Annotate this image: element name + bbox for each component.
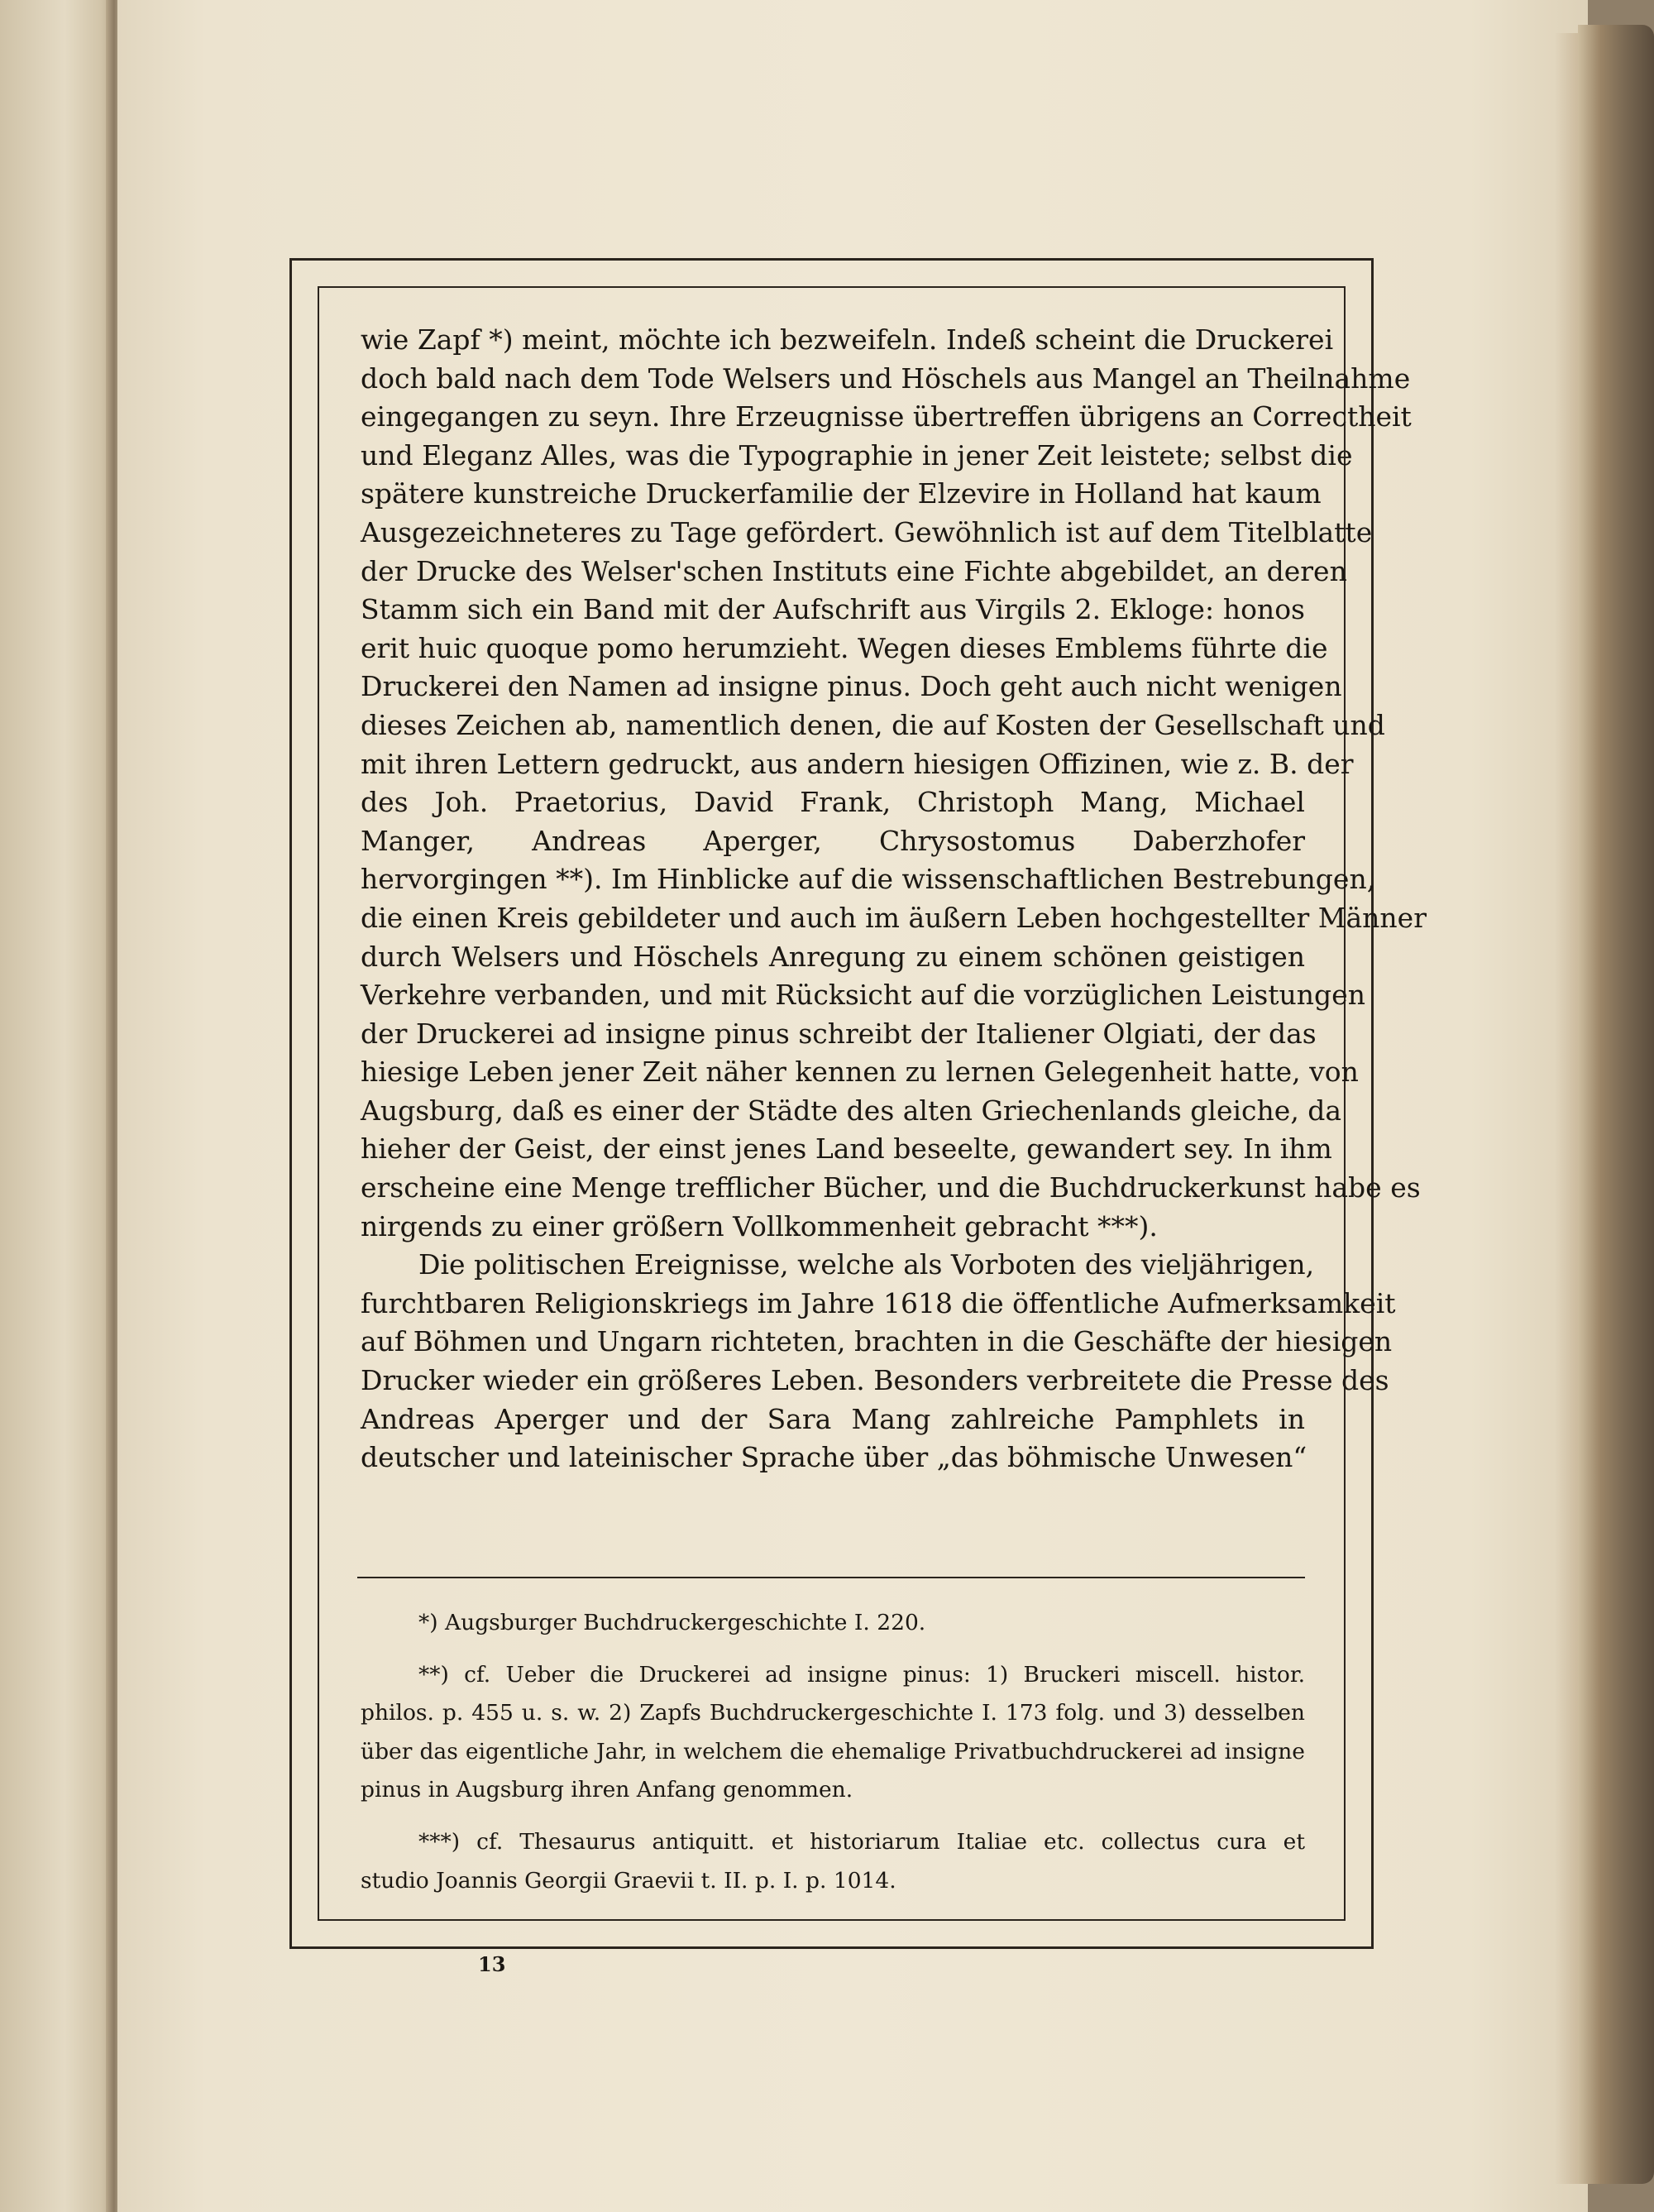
page-number: 13	[478, 1952, 506, 1976]
body-text	[361, 321, 1427, 1477]
text-line: auf Böhmen und Ungarn richteten, brachten in die Geschäfte der hiesigen	[361, 1325, 1393, 1358]
text-line: die einen Kreis gebildeter und auch im äußern Leben hochgestellter Männer	[361, 901, 1427, 934]
text-line: durch Welsers und Höschels Anregung zu einem schönen geistigen	[361, 940, 1305, 973]
text-line-paragraph-start: Die politischen Ereignisse, welche als Vorboten des vieljährigen,	[418, 1248, 1315, 1281]
page-stack-edge	[1578, 25, 1654, 2184]
text-line: furchtbaren Religionskriegs im Jahre 1618 die öffentliche Aufmerksamkeit	[361, 1286, 1396, 1319]
footnote-line: philos. p. 455 u. s. w. 2) Zapfs Buchdruckergeschichte I. 173 folg. und 3) desselben	[361, 1700, 1305, 1726]
footnote-line: pinus in Augsburg ihren Anfang genommen.	[361, 1777, 853, 1803]
footnote-3	[361, 1826, 1305, 1903]
text-line: hieher der Geist, der einst jenes Land beseelte, gewandert sey. In ihm	[361, 1132, 1332, 1166]
text-line: nirgends zu einer größern Vollkommenheit gebracht ***).	[361, 1209, 1158, 1242]
text-line: Andreas Aperger und der Sara Mang zahlreiche Pamphlets in	[361, 1402, 1305, 1435]
footnote-line: studio Joannis Georgii Graevii t. II. p. I. p. 1014.	[361, 1867, 896, 1894]
footnote-separator	[357, 1577, 1305, 1578]
text-line: des Joh. Praetorius, David Frank, Christoph Mang, Michael	[361, 786, 1305, 819]
footnote-1	[361, 1606, 1305, 1645]
text-line: hiesige Leben jener Zeit näher kennen zu lernen Gelegenheit hatte, von	[361, 1056, 1359, 1089]
text-line: Verkehre verbanden, und mit Rücksicht auf die vorzüglichen Leistungen	[361, 979, 1365, 1012]
text-line: Drucker wieder ein größeres Leben. Besonders verbreitete die Presse des	[361, 1364, 1389, 1397]
text-line: dieses Zeichen ab, namentlich denen, die auf Kosten der Gesellschaft und	[361, 708, 1385, 741]
footnote-line: über das eigentliche Jahr, in welchem die ehemalige Privatbuchdruckerei ad insigne	[361, 1738, 1305, 1764]
text-line: Ausgezeichneteres zu Tage gefördert. Gewöhnlich ist auf dem Titelblatte	[361, 515, 1373, 548]
footnote-line: *) Augsburger Buchdruckergeschichte I. 220.	[418, 1610, 926, 1635]
footnote-line: ***) cf. Thesaurus antiquitt. et historiarum Italiae etc. collectus cura et	[418, 1828, 1305, 1855]
text-line: hervorgingen **). Im Hinblicke auf die wissenschaftlichen Bestrebungen,	[361, 863, 1376, 896]
text-line: mit ihren Lettern gedruckt, aus andern hiesigen Offizinen, wie z. B. der	[361, 747, 1354, 780]
text-line: Stamm sich ein Band mit der Aufschrift aus Virgils 2. Ekloge: honos	[361, 593, 1305, 626]
text-line: Manger, Andreas Aperger, Chrysostomus Daberzhofer	[361, 824, 1305, 857]
text-line: eingegangen zu seyn. Ihre Erzeugnisse übertreffen übrigens an Correctheit	[361, 400, 1412, 433]
text-line: und Eleganz Alles, was die Typographie in jener Zeit leistete; selbst die	[361, 438, 1353, 472]
text-line: der Druckerei ad insigne pinus schreibt der Italiener Olgiati, der das	[361, 1017, 1317, 1050]
text-line: Augsburg, daß es einer der Städte des alten Griechenlands gleiche, da	[361, 1094, 1342, 1127]
text-line: Druckerei den Namen ad insigne pinus. Doch geht auch nicht wenigen	[361, 670, 1342, 703]
footnote-2	[361, 1659, 1305, 1812]
text-line: wie Zapf *) meint, möchte ich bezweifeln. Indeß scheint die Druckerei	[361, 323, 1334, 356]
text-line: spätere kunstreiche Druckerfamilie der Elzevire in Holland hat kaum	[361, 477, 1322, 510]
text-line: erscheine eine Menge trefflicher Bücher, und die Buchdruckerkunst habe es	[361, 1171, 1421, 1204]
footnotes	[361, 1606, 1305, 1903]
text-line: doch bald nach dem Tode Welsers und Höschels aus Mangel an Theilnahme	[361, 361, 1411, 395]
text-line: erit huic quoque pomo herumzieht. Wegen dieses Emblems führte die	[361, 631, 1328, 664]
text-line: der Drucke des Welser'schen Instituts eine Fichte abgebildet, an deren	[361, 554, 1347, 587]
text-line: deutscher und lateinischer Sprache über „das böhmische Unwesen“	[361, 1441, 1307, 1474]
facing-page-edge	[0, 0, 117, 2212]
footnote-line: **) cf. Ueber die Druckerei ad insigne pinus: 1) Bruckeri miscell. histor.	[418, 1661, 1305, 1688]
